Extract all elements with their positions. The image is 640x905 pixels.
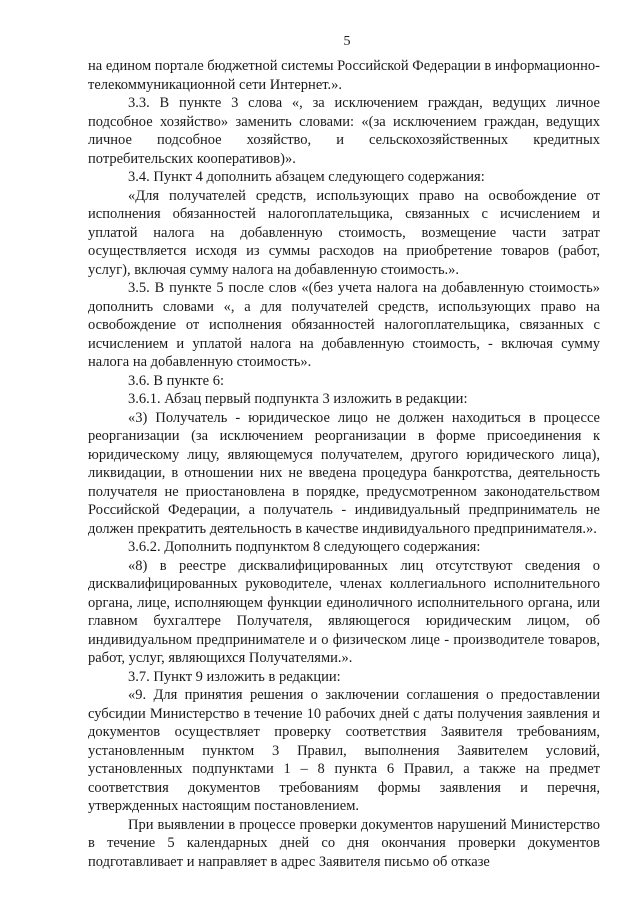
page-number: 5: [343, 34, 351, 49]
paragraph-3-6-1: 3.6.1. Абзац первый подпункта 3 изложить в редакции:: [128, 391, 468, 407]
paragraph-3-6-2-quote: «8) в реестре дисквалифицированных лиц отсутствуют сведения о дисквалифицированных руководителе, членах коллегиального исполнительного органа, лице, исполняющем функции единоличного исполнительного органа, или главном бухгалтере Получателя, являющегося юридическим лицом, об индивидуальном предпринимателе и о физическом лице - производителе товаров, работ, услуг, являющихся Получателями.».: [88, 557, 600, 666]
paragraph-3-7: 3.7. Пункт 9 изложить в редакции:: [128, 668, 341, 685]
paragraph-3-4: 3.4. Пункт 4 дополнить абзацем следующего содержания:: [128, 169, 485, 185]
paragraph-3-6-2: 3.6.2. Дополнить подпунктом 8 следующего содержания:: [128, 539, 481, 555]
document-body: [88, 57, 600, 871]
paragraph-3-3: 3.3. В пункте 3 слова «, за исключением граждан, ведущих личное подсобное хозяйство» заменить словами: «(за исключением граждан, ведущих личное подсобное хозяйство, и сельскохозяйственных кредитных потребительских кооперативов)».: [88, 95, 600, 167]
paragraph-3-7-quote: «9. Для принятия решения о заключении соглашения о предоставлении субсидии Министерство в течение 10 рабочих дней с даты получения заявления и документов осуществляет проверку соответствия Заявителя требованиям, установленным пунктом 3 Правил, выполнения Заявителем условий, установленных подпунктами 1 – 8 пункта 6 Правил, а также на предмет соответствия документов требованиям формы заявления и перечня, утвержденных настоящим постановлением.: [88, 687, 600, 814]
paragraph-3-6-1-quote: «3) Получатель - юридическое лицо не должен находиться в процессе реорганизации (за исключением реорганизации в форме присоединения к юридическому лицу, являющемуся получателем, другого юридического лица), ликвидации, в отношении них не введена процедура банкротства, деятельность получателя не приостановлена в порядке, предусмотренном законодательством Российской Федерации, а получатель - индивидуальный предприниматель не должен прекратить деятельность в качестве индивидуального предпринимателя.».: [88, 409, 600, 537]
paragraph-3-4-quote: «Для получателей средств, использующих право на освобождение от исполнения обязанностей налогоплательщика, связанных с исчислением и уплатой налога на добавленную стоимость, возмещение части затрат осуществляется исходя из суммы расходов на приобретение товаров (работ, услуг), включая сумму налога на добавленную стоимость.».: [88, 187, 600, 278]
paragraph-3-6: 3.6. В пункте 6:: [128, 372, 224, 389]
paragraph-3-5: 3.5. В пункте 5 после слов «(без учета налога на добавленную стоимость» дополнить словами «, а для получателей средств, использующих право на освобождение от исполнения обязанностей налогоплательщика, связанных с исчислением и уплатой налога на добавленную стоимость, - включая сумму налога на добавленную стоимость».: [88, 280, 600, 370]
paragraph-continuation: на едином портале бюджетной системы Российской Федерации в информационно-телекоммуникационной сети Интернет.».: [88, 58, 600, 93]
paragraph-3-7-second: При выявлении в процессе проверки документов нарушений Министерство в течение 5 календарных дней со дня окончания проверки документов подготавливает и направляет в адрес Заявителя письмо об отказе: [88, 816, 600, 870]
